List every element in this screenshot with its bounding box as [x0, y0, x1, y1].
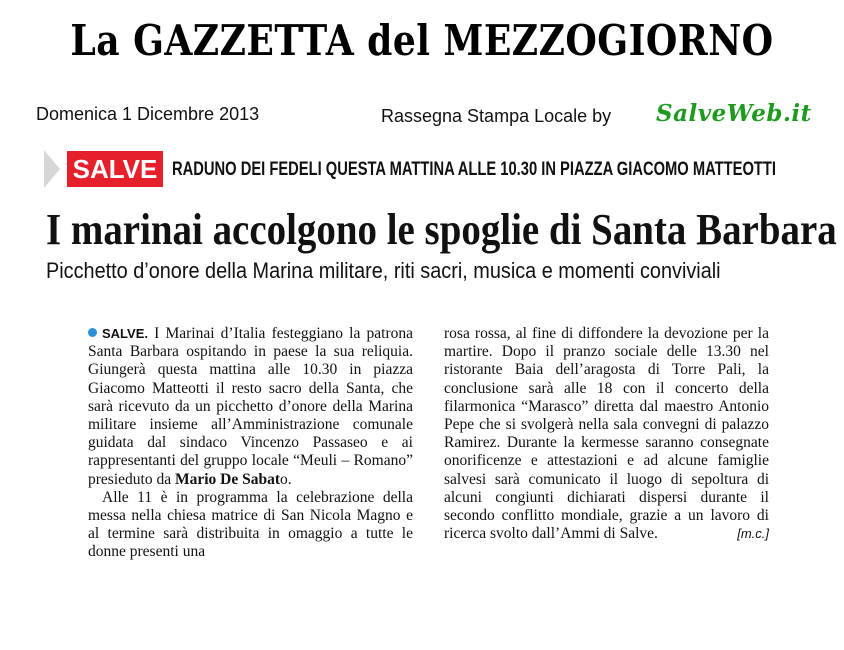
- paragraph-2-continued-text: rosa rossa, al fine di diffondere la devozione per la martire. Dopo il pranzo sociale delle 13.30 nel ristorante Baia dell’aragosta di Torre Pali, la conclusione sarà alle 18 con il concerto della filarmonica “Marasco” diretta dal maestro Antonio Pepe che si svolgerà nella sala convegni di palazzo Ramirez. Durante la kermesse saranno consegnate onorificenze e attestazioni e ad alcune famiglie salvesi sarà comunicato il luogo di sepoltura di alcuni congiunti dichiarati dispersi durante il secondo conflitto mondiale, grazie a un lavoro di ricerca svolto dall’Ammi di Salve.: [444, 325, 769, 543]
- article-headline: I marinai accolgono le spoglie di Santa Barbara: [46, 205, 837, 254]
- section-tag: SALVE: [67, 151, 163, 187]
- article-paragraph-2-continued: [444, 325, 769, 543]
- article-kicker: RADUNO DEI FEDELI QUESTA MATTINA ALLE 10.30 IN PIAZZA GIACOMO MATTEOTTI: [172, 159, 777, 180]
- paragraph-1-text: I Marinai d’Italia festeggiano la patrona Santa Barbara ospitando in paese la sua reliquia. Giungerà questa mattina alle 10.30 in piazza Giacomo Matteotti il resto sacro della Santa, che sarà ricevuto da un picchetto d’onore della Marina militare insieme all’Amministrazione comunale guidata dal sindaco Vincenzo Passaseo e ai rappresentanti del gruppo locale “Meuli – Romano” presieduto da: [88, 325, 413, 488]
- section-arrow-icon: [44, 150, 60, 188]
- bullet-icon: [88, 328, 97, 337]
- article-paragraph-2: Alle 11 è in programma la celebrazione della messa nella chiesa matrice di San Nicola Magno e al termine sarà distribuita in omaggio a tutte le donne presenti una: [88, 488, 413, 561]
- lead-word: SALVE.: [102, 326, 148, 341]
- article-subheadline: Picchetto d’onore della Marina militare, riti sacri, musica e momenti conviviali: [46, 258, 721, 283]
- press-review-label: Rassegna Stampa Locale by: [381, 106, 612, 126]
- article-column-1: [88, 325, 413, 562]
- newspaper-masthead: La GAZZETTA del MEZZOGIORNO: [70, 16, 774, 65]
- person-name: Mario De Sabat: [174, 470, 280, 488]
- article-paragraph-1: [88, 325, 413, 489]
- publication-date: Domenica 1 Dicembre 2013: [36, 104, 260, 124]
- salveweb-logo: SalveWeb.it: [656, 100, 812, 127]
- author-signature: [m.c.]: [737, 526, 769, 542]
- article-column-2: [444, 325, 769, 543]
- person-name-tail: o.: [280, 470, 292, 488]
